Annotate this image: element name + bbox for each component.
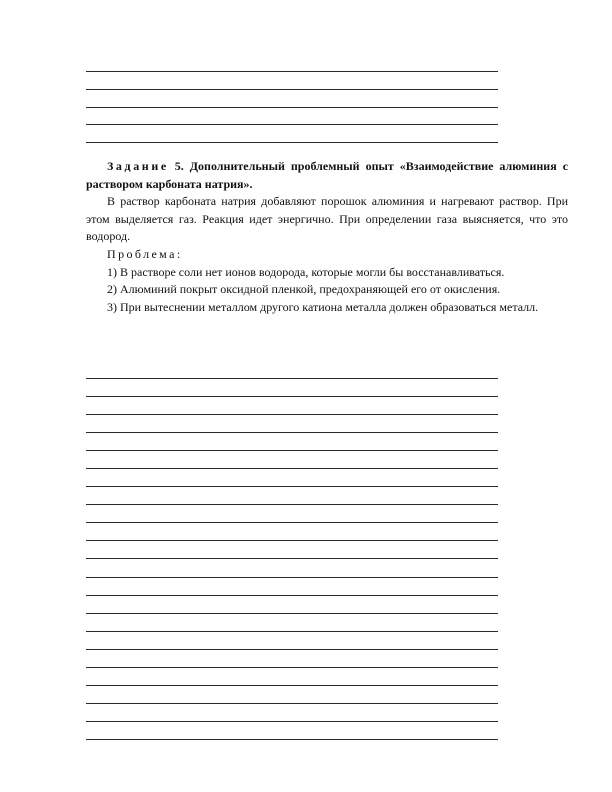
answer-line [86,595,498,596]
answer-line [86,71,498,72]
task-label: Задание [107,159,169,173]
answer-line [86,107,498,108]
answer-line [86,631,498,632]
answer-line [86,649,498,650]
answer-line [86,703,498,704]
task-description: В раствор карбоната натрия добавляют порошок алюминия и нагревают раствор. При этом выделяется газ. Реакция идет энергично. При определении газа выясняется, что это водород. [86,194,568,244]
answer-line [86,685,498,686]
answer-line [86,378,498,379]
answer-line [86,540,498,541]
answer-line [86,613,498,614]
problem-item-2: 2) Алюминий покрыт оксидной пленкой, предохраняющей его от окисления. [107,282,501,297]
answer-line [86,486,498,487]
task-block [86,158,568,316]
bottom-answer-lines [86,378,498,757]
answer-line [86,396,498,397]
answer-line [86,450,498,451]
answer-line [86,522,498,523]
task-title-text: Дополнительный проблемный опыт «Взаимодействие алюминия с раствором карбоната натрия». [86,159,569,191]
answer-line [86,414,498,415]
answer-line [86,667,498,668]
answer-line [86,504,498,505]
answer-line [86,432,498,433]
problem-heading: Проблема: [107,246,183,261]
answer-line [86,468,498,469]
problem-item-3: 3) При вытеснении металлом другого катиона металла должен образоваться металл. [107,299,539,314]
top-answer-lines [86,71,498,160]
task-title [86,158,568,193]
problem-item-1: 1) В растворе соли нет ионов водорода, которые могли бы восстанавливаться. [107,264,505,279]
answer-line [86,739,498,740]
answer-line [86,124,498,125]
answer-line [86,142,498,143]
answer-line [86,89,498,90]
answer-line [86,558,498,559]
answer-line [86,577,498,578]
answer-line [86,721,498,722]
task-number: 5. [174,159,184,173]
